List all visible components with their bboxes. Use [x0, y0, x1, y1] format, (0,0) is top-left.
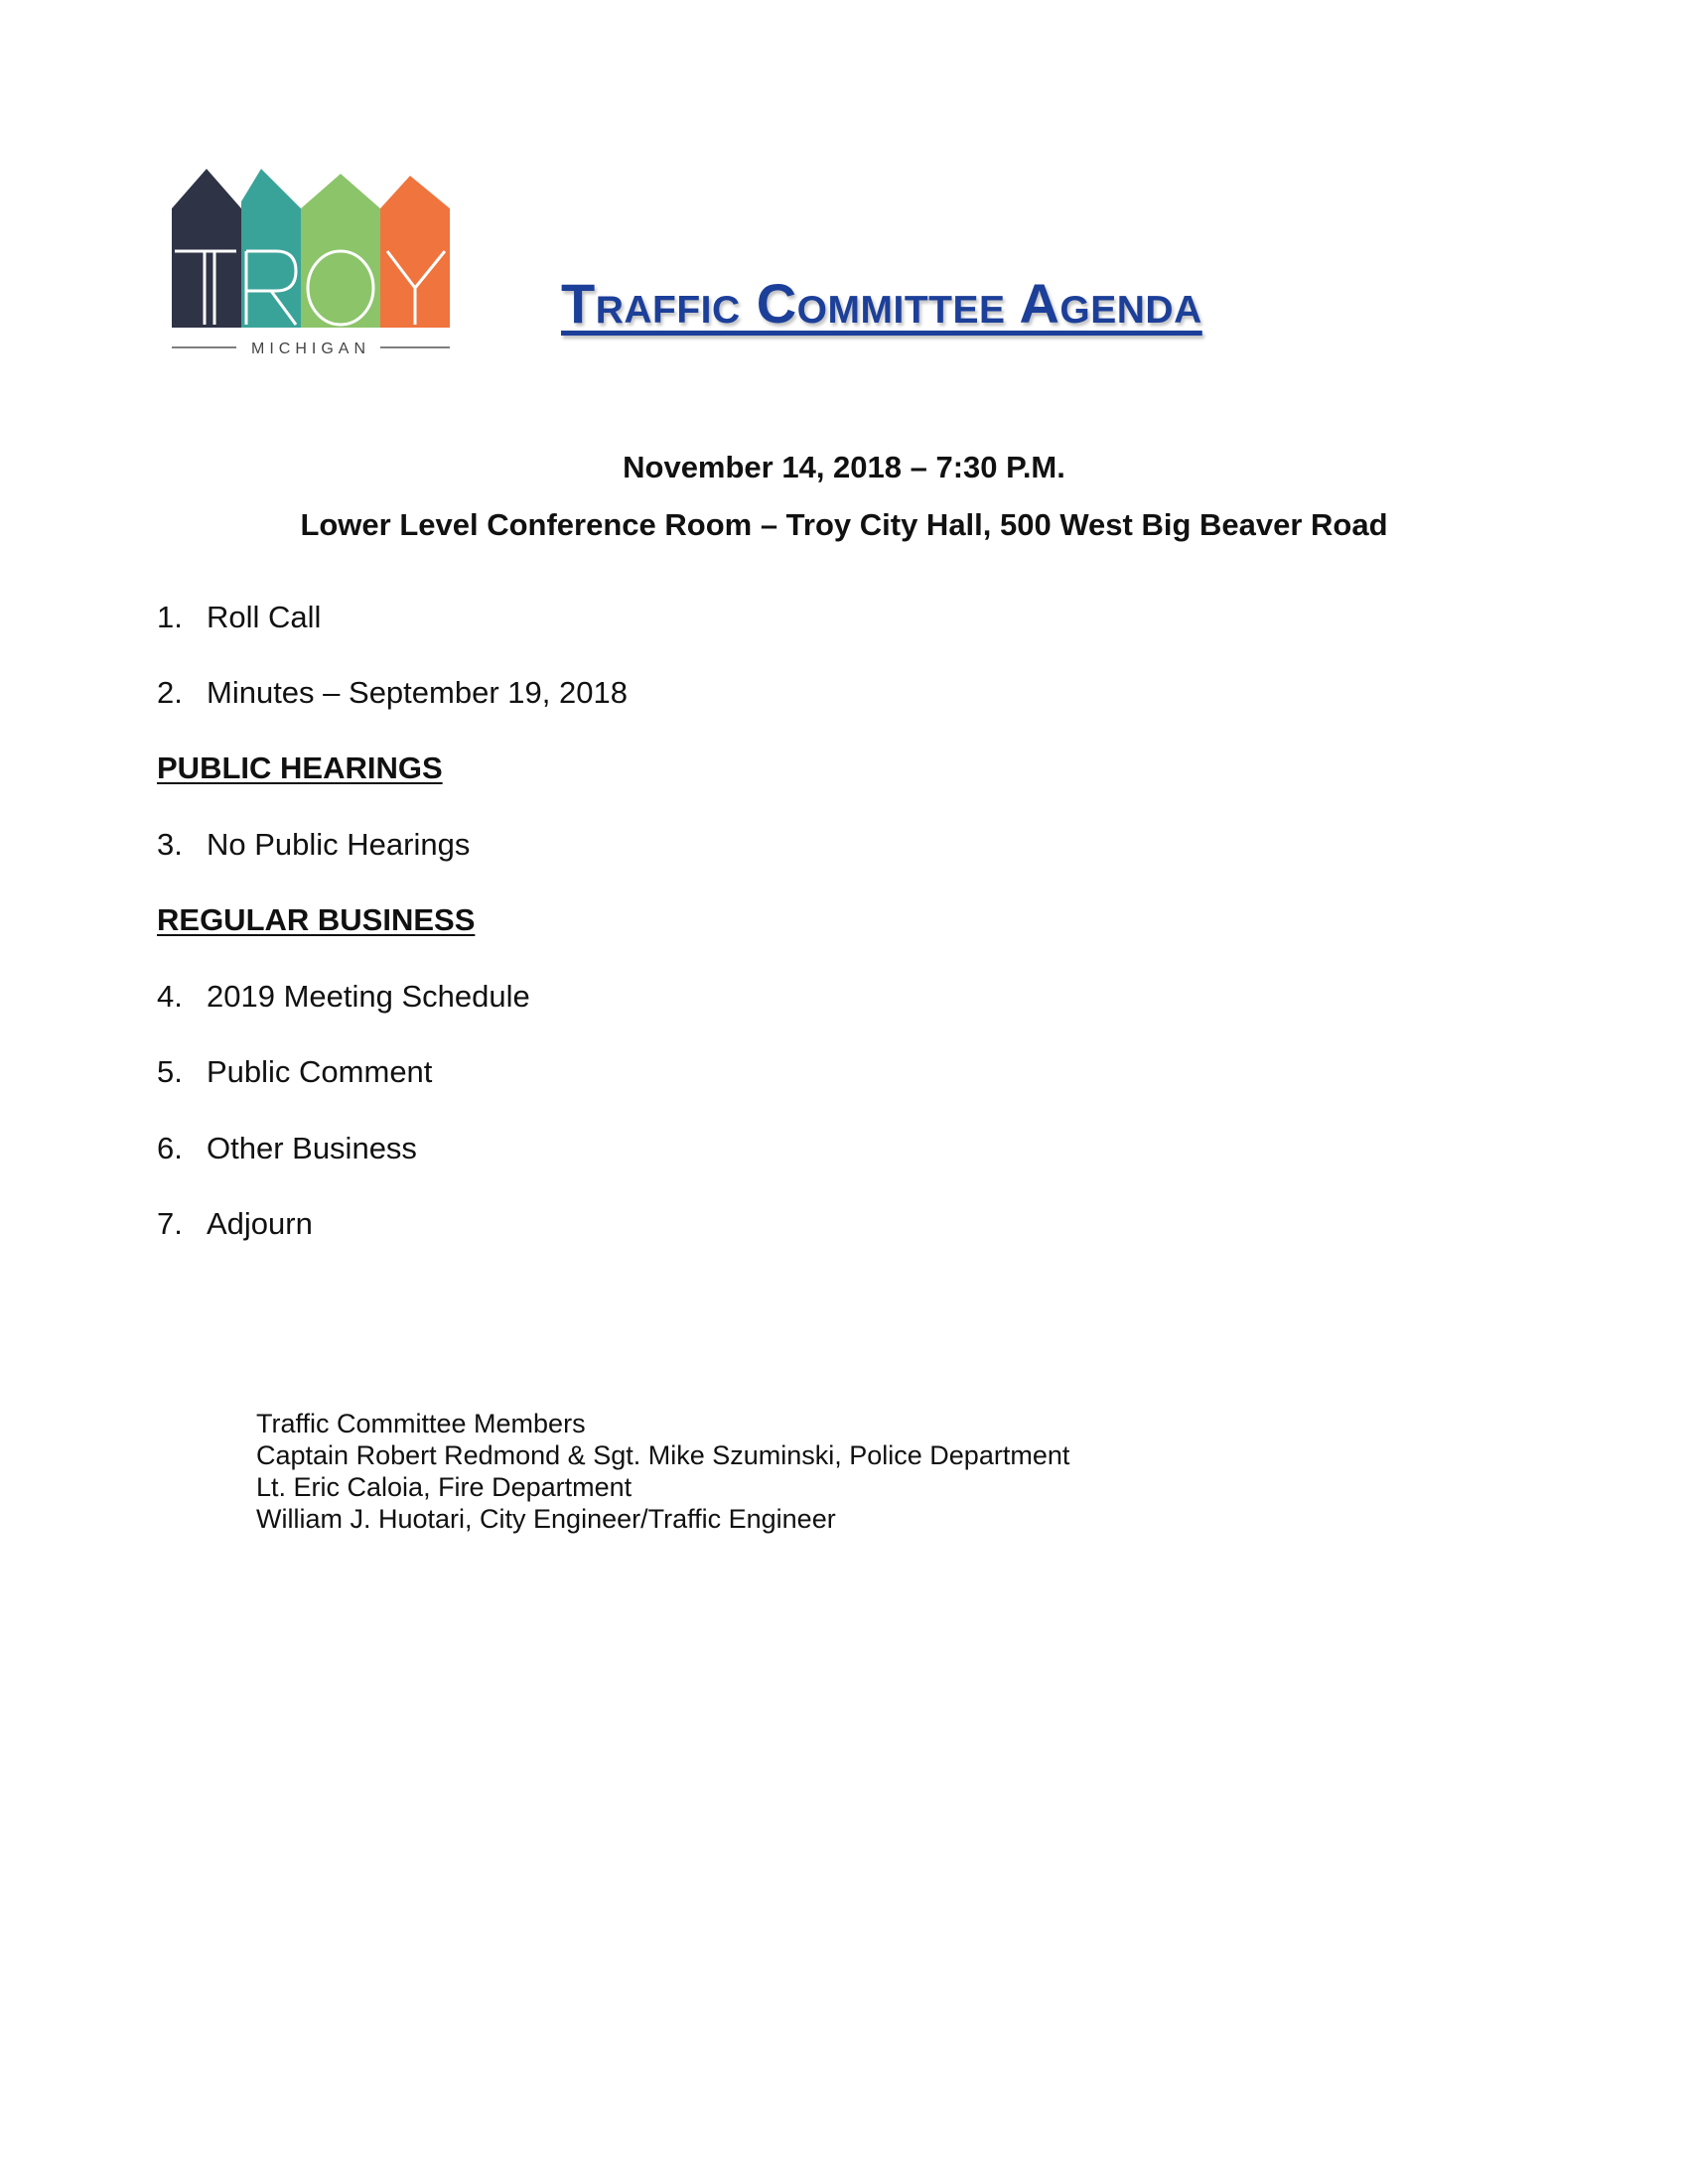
agenda-item-meeting-schedule — [157, 979, 530, 1015]
section-heading-regular-business: REGULAR BUSINESS — [157, 902, 476, 937]
agenda-item-label: Minutes – September 19, 2018 — [207, 675, 628, 710]
agenda-item-adjourn — [157, 1206, 313, 1242]
member-line: Lt. Eric Caloia, Fire Department — [256, 1472, 633, 1502]
logo-house-dark — [172, 169, 241, 328]
agenda-item-public-comment — [157, 1054, 432, 1090]
member-line: Captain Robert Redmond & Sgt. Mike Szuminski, Police Department — [256, 1440, 1070, 1470]
agenda-item-label: Roll Call — [207, 600, 322, 634]
agenda-item-number: 4. — [157, 979, 183, 1014]
logo-house-teal — [241, 169, 301, 328]
agenda-item-number: 5. — [157, 1054, 183, 1089]
agenda-item-number: 6. — [157, 1131, 183, 1165]
meeting-date-time: November 14, 2018 – 7:30 P.M. — [623, 450, 1065, 484]
agenda-item-other-business — [157, 1131, 417, 1166]
agenda-item-label: No Public Hearings — [207, 827, 471, 862]
troy-michigan-logo — [167, 164, 455, 362]
agenda-item-number: 2. — [157, 675, 183, 710]
agenda-item-minutes — [157, 675, 628, 711]
agenda-item-no-public-hearings — [157, 827, 470, 863]
agenda-item-roll-call — [157, 600, 321, 635]
agenda-item-label: 2019 Meeting Schedule — [207, 979, 530, 1014]
section-heading-public-hearings: PUBLIC HEARINGS — [157, 751, 443, 785]
agenda-item-number: 7. — [157, 1206, 183, 1241]
agenda-item-label: Adjourn — [207, 1206, 313, 1241]
members-heading: Traffic Committee Members — [256, 1409, 586, 1438]
agenda-item-label: Public Comment — [207, 1054, 433, 1089]
member-line: William J. Huotari, City Engineer/Traffic Engineer — [256, 1504, 836, 1534]
agenda-item-number: 1. — [157, 600, 183, 634]
meeting-location: Lower Level Conference Room – Troy City Hall, 500 West Big Beaver Road — [300, 507, 1388, 542]
logo-subtext: MICHIGAN — [251, 341, 370, 357]
committee-members — [256, 1408, 1069, 1535]
page-title: Traffic Committee Agenda — [561, 272, 1202, 335]
agenda-item-number: 3. — [157, 827, 183, 862]
agenda-item-label: Other Business — [207, 1131, 417, 1165]
